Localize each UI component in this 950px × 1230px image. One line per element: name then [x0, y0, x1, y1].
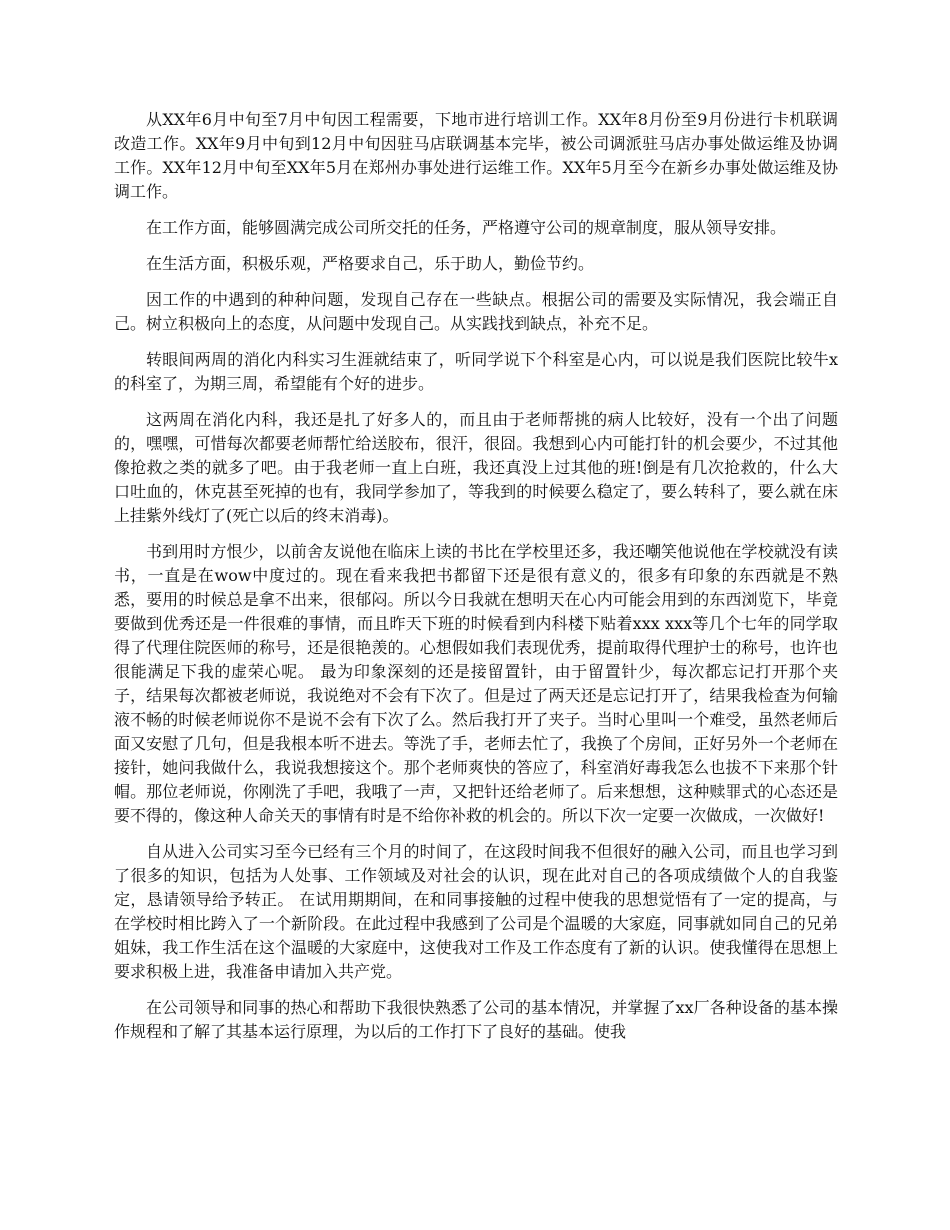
paragraph-work-history: 从XX年6月中旬至7月中旬因工程需要，下地市进行培训工作。XX年8月份至9月份进行卡机联调改造工作。XX年9月中旬到12月中旬因驻马店联调基本完毕，被公司调派驻马店办事处做运维及协调工作。XX年12月中旬至XX年5月在郑州办事处进行运维工作。XX年5月至今在新乡办事处做运维及协调工作。: [114, 110, 838, 201]
paragraph-books-lesson: 书到用时方恨少，以前舍友说他在临床上读的书比在学校里还多，我还嘲笑他说他在学校就没有读书，一直是在wow中度过的。现在看来我把书都留下还是很有意义的，很多有印象的东西就是不熟悉，要用的时候总是拿不出来，很郁闷。所以今日我就在想明天在心内可能会用到的东西浏览下，毕竟要做到优秀还是一件很难的事情，而且昨天下班的时候看到内科楼下贴着xxx xxx等几个七年的同学取得了代理住院医师的称号，还是很艳羡的。心想假如我们表现优秀，提前取得代理护士的称号，也许也很能满足下我的虚荣心呢。 最为印象深刻的还是接留置针，由于留置针少，每次都忘记打开那个夹子，结果每次都被老师说，我说绝对不会有下次了。但是过了两天还是忘记打开了，结果我检查为何输液不畅的时候老师说你不是说不会有下次了么。然后我打开了夹子。当时心里叫一个难受，虽然老师后面又安慰了几句，但是我根本听不进去。等洗了手，老师去忙了，我换了个房间，正好另外一个老师在接针，她问我做什么，我说我想接这个。那个老师爽快的答应了，科室消好毒我怎么也拔不下来那个针帽。那位老师说，你刚洗了手吧，我哦了一声，又把针还给老师了。后来想想，这种赎罪式的心态还是要不得的，像这种人命关天的事情有时是不给你补救的机会的。所以下次一定要一次做成，一次做好!: [114, 542, 838, 825]
document-page: [114, 108, 838, 1056]
paragraph-company-help: 在公司领导和同事的热心和帮助下我很快熟悉了公司的基本情况，并掌握了xx厂各种设备的基本操作规程和了解了其基本运行原理，为以后的工作打下了良好的基础。使我: [114, 998, 838, 1041]
paragraph-shortcomings: 因工作的中遇到的种种问题，发现自己存在一些缺点。根据公司的需要及实际情况，我会端正自己。树立积极向上的态度，从问题中发现自己。从实践找到缺点，补充不足。: [114, 290, 838, 333]
paragraph-self-assessment: 自从进入公司实习至今已经有三个月的时间了，在这段时间我不但很好的融入公司，而且也学习到了很多的知识，包括为人处事、工作领域及对社会的认识，现在此对自己的各项成绩做个人的自我鉴定，恳请领导给予转正。 在试用期期间，在和同事接触的过程中使我的思想觉悟有了一定的提高，与在学校时相比跨入了一个新阶段。在此过程中我感到了公司是个温暖的大家庭，同事就如同自己的兄弟姐妹，我工作生活在这个温暖的大家庭中，这使我对工作及工作态度有了新的认识。使我懂得在思想上要求积极上进，我准备申请加入共产党。: [114, 842, 838, 981]
paragraph-work-attitude: 在工作方面，能够圆满完成公司所交托的任务，严格遵守公司的规章制度，服从领导安排。: [146, 218, 787, 237]
paragraph-life-attitude: 在生活方面，积极乐观，严格要求自己，乐于助人，勤俭节约。: [146, 254, 595, 273]
paragraph-internship-end: 转眼间两周的消化内科实习生涯就结束了，听同学说下个科室是心内，可以说是我们医院比较牛x的科室了，为期三周，希望能有个好的进步。: [114, 350, 838, 393]
paragraph-digestive-dept: 这两周在消化内科，我还是扎了好多人的，而且由于老师帮挑的病人比较好，没有一个出了问题的，嘿嘿，可惜每次都要老师帮忙给送胶布，很汗，很囧。我想到心内可能打针的机会要少，不过其他像抢救之类的就多了吧。由于我老师一直上白班，我还真没上过其他的班!倒是有几次抢救的，什么大口吐血的，休克甚至死掉的也有，我同学参加了，等我到的时候要么稳定了，要么转科了，要么就在床上挂紫外线灯了(死亡以后的终末消毒)。: [114, 410, 838, 525]
